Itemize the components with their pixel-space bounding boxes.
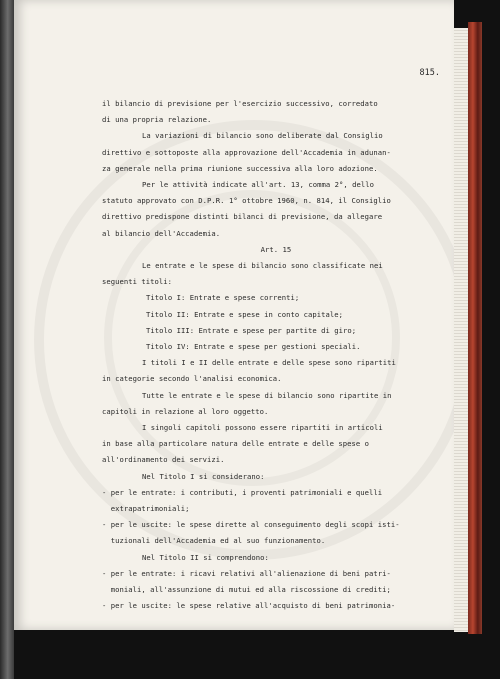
text-line: - per le entrate: i contributi, i proventi patrimoniali e quelli [102,487,383,497]
page-number: 815. [419,68,440,78]
text-line: Titolo IV: Entrate e spese per gestioni speciali. [146,342,361,352]
article-heading: Art. 15 [260,244,292,254]
text-line: I singoli capitoli possono essere ripartiti in articoli [142,423,383,433]
text-line: - per le uscite: le spese dirette al conseguimento degli scopi isti- [102,520,400,530]
text-line: Nel Titolo I si considerano: [142,471,265,481]
body-text [102,96,450,615]
text-line: Titolo III: Entrate e spese per partite di giro; [146,325,357,335]
text-line: statuto approvato con D.P.R. 1° ottobre 1960, n. 814, il Consiglio [102,196,391,206]
text-line: Le entrate e le spese di bilancio sono classificate nei [142,261,383,271]
text-line: Titolo II: Entrate e spese in conto capitale; [146,309,343,319]
text-line: Per le attività indicate all'art. 13, comma 2°, dello [142,180,374,190]
text-line: - per le uscite: le spese relative all'acquisto di beni patrimonia- [102,601,396,611]
text-line: La variazioni di bilancio sono deliberate dal Consiglio [142,131,383,141]
text-line: moniali, all'assunzione di mutui ed alla riscossione di crediti; [102,585,391,595]
text-line: extrapatrimoniali; [102,504,190,514]
text-line: tuzionali dell'Accademia ed al suo funzionamento. [102,536,326,546]
text-line: di una propria relazione. [102,115,212,125]
book-spine-left [0,0,14,679]
text-line: direttivo e sottoposte alla approvazione dell'Accademia in adunan- [102,147,391,157]
text-line: capitoli in relazione al loro oggetto. [102,406,269,416]
text-line: I titoli I e II delle entrate e delle spese sono ripartiti [142,358,396,368]
text-line: all'ordinamento dei servizi. [102,455,225,465]
text-line: Nel Titolo II si comprendono: [142,552,269,562]
text-line: al bilancio dell'Accademia. [102,228,221,238]
text-line: seguenti titoli: [102,277,173,287]
text-line: direttivo predispone distinti bilanci di previsione, da allegare [102,212,383,222]
page-edges [454,28,468,632]
text-line: - per le entrate: i ricavi relativi all'alienazione di beni patri- [102,568,391,578]
text-line: il bilancio di previsione per l'esercizio successivo, corredato [102,99,378,108]
book-cover-edge [468,22,482,634]
text-line: in base alla particolare natura delle entrate e delle spese o [102,439,370,449]
text-line: Tutte le entrate e le spese di bilancio sono ripartite in [142,390,392,400]
text-line: Titolo I: Entrate e spese correnti; [146,293,300,303]
text-line: za generale nella prima riunione successiva alla loro adozione. [102,163,378,173]
text-line: in categorie secondo l'analisi economica. [102,374,282,384]
